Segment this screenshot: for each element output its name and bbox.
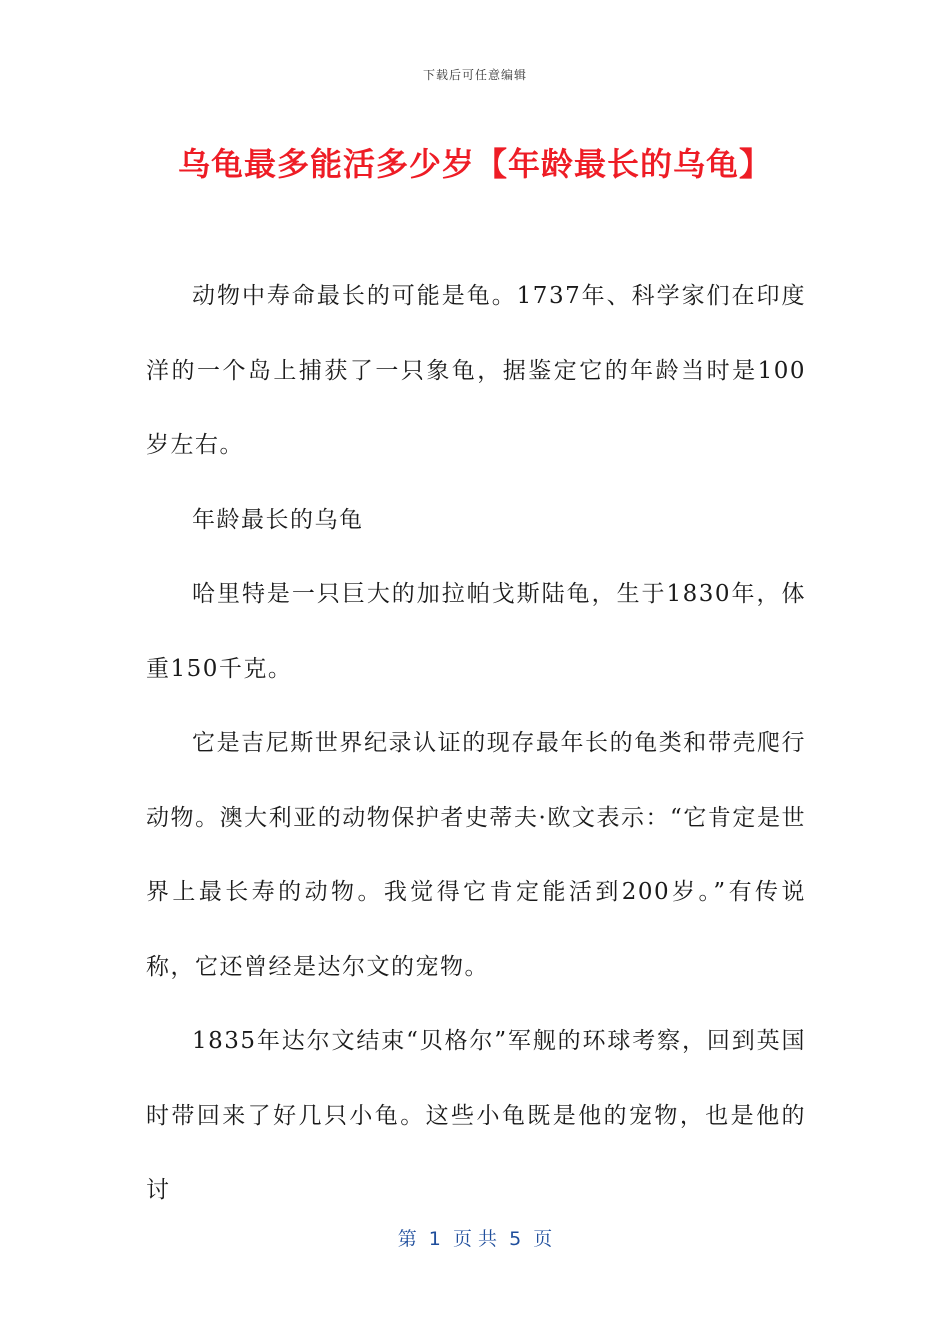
paragraph-harriet: 哈里特是一只巨大的加拉帕戈斯陆龟，生于1830年，体重150千克。: [146, 581, 806, 682]
document-body: [146, 259, 806, 1228]
paragraph-intro: 动物中寿命最长的可能是龟。1737年、科学家们在印度洋的一个岛上捕获了一只象龟，据鉴定它的年龄当时是100岁左右。: [146, 283, 806, 458]
paragraph-subheading: 年龄最长的乌龟: [192, 506, 364, 533]
page-number-footer: 第 1 页 共 5 页: [397, 1228, 553, 1250]
document-title: 乌龟最多能活多少岁【年龄最长的乌龟】: [177, 145, 772, 183]
paragraph-darwin: 1835年达尔文结束“贝格尔”军舰的环球考察，回到英国时带回来了好几只小龟。这些小龟既是他的宠物，也是他的讨: [146, 1028, 806, 1203]
header-note: 下载后可任意编辑: [422, 68, 527, 82]
paragraph-guinness: 它是吉尼斯世界纪录认证的现存最年长的龟类和带壳爬行动物。澳大利亚的动物保护者史蒂夫·欧文表示：“它肯定是世界上最长寿的动物。我觉得它肯定能活到200岁。”有传说称，它还曾经是达尔文的宠物。: [146, 730, 806, 980]
